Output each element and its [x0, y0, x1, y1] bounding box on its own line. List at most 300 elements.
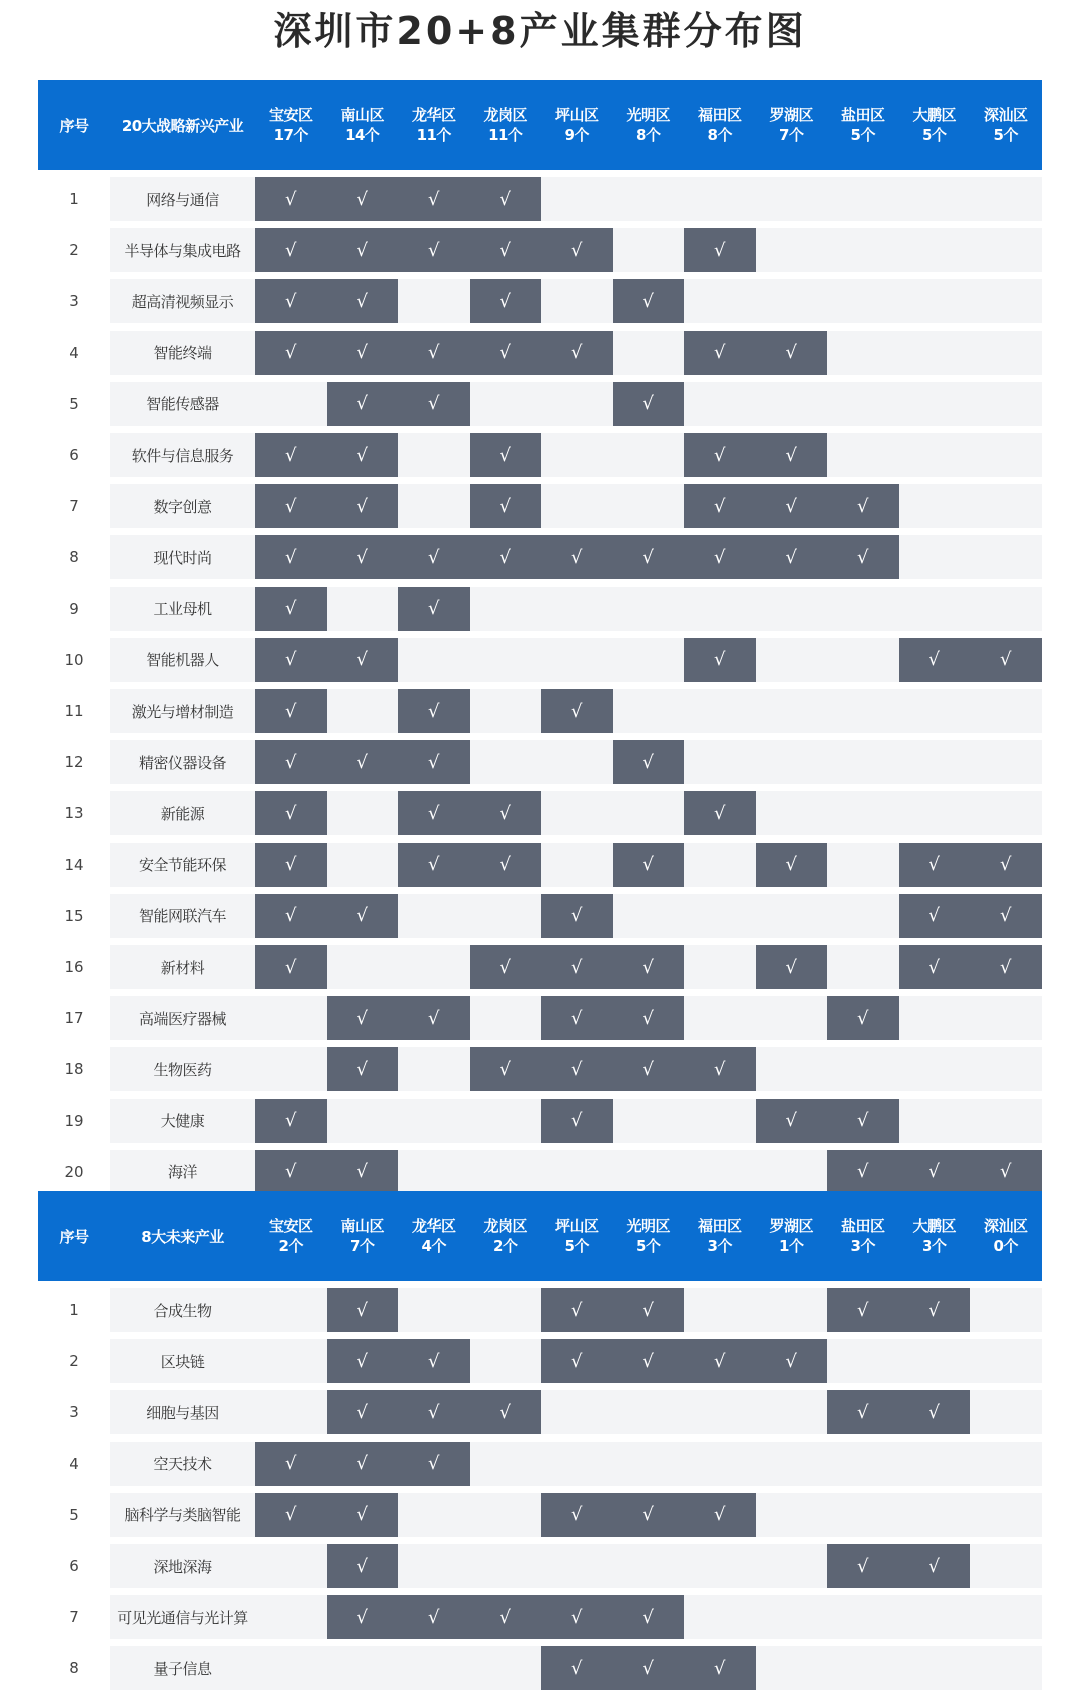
check-cell: √ [327, 1544, 399, 1588]
check-cell: √ [255, 894, 327, 938]
district-name: 南山区 [340, 1217, 384, 1235]
check-cell: √ [398, 331, 470, 375]
district-count: 2个 [493, 1237, 518, 1255]
row-index: 2 [69, 1352, 79, 1371]
row-index: 18 [64, 1060, 84, 1079]
industry-name: 海洋 [110, 1150, 255, 1194]
check-cell: √ [970, 843, 1042, 887]
check-cell: √ [541, 996, 613, 1040]
check-cell: √ [827, 1099, 899, 1143]
page-title: 深圳市20+8产业集群分布图 [273, 9, 807, 53]
row-index: 11 [64, 702, 84, 720]
district-count: 7个 [350, 1237, 375, 1255]
row-track [255, 484, 1042, 528]
row-index: 12 [64, 753, 84, 772]
industry-name: 量子信息 [110, 1646, 255, 1690]
check-cell: √ [470, 1390, 542, 1434]
table-row [38, 740, 1042, 791]
check-cell: √ [470, 791, 542, 835]
row-track [255, 1390, 1042, 1434]
check-cell: √ [541, 1339, 613, 1383]
row-index: 6 [69, 1557, 79, 1575]
district-header [327, 1191, 399, 1281]
table-row [38, 279, 1042, 330]
table-row [38, 791, 1042, 842]
check-cell: √ [327, 228, 399, 272]
table-row [38, 1339, 1042, 1390]
table-row [38, 1099, 1042, 1150]
row-track [255, 1047, 1042, 1091]
check-cell: √ [398, 791, 470, 835]
district-header [327, 80, 399, 170]
table-row [38, 1442, 1042, 1493]
row-track [255, 1099, 1042, 1143]
district-count: 3个 [707, 1237, 732, 1255]
row-index: 4 [69, 343, 79, 362]
check-cell: √ [756, 535, 828, 579]
district-name: 宝安区 [268, 106, 313, 124]
district-header [899, 80, 971, 170]
check-cell: √ [398, 1442, 470, 1486]
district-header [684, 1191, 756, 1281]
check-cell: √ [541, 1595, 613, 1639]
check-cell: √ [327, 1390, 399, 1434]
table-row [38, 1544, 1042, 1595]
check-cell: √ [541, 1493, 613, 1537]
row-index: 5 [69, 1505, 79, 1524]
check-cell: √ [613, 740, 685, 784]
check-cell: √ [541, 945, 613, 989]
check-cell: √ [541, 535, 613, 579]
check-cell: √ [827, 1390, 899, 1434]
table-row [38, 1047, 1042, 1098]
district-count: 5个 [993, 126, 1018, 144]
check-cell: √ [613, 279, 685, 323]
row-index: 13 [64, 804, 84, 823]
row-track [255, 1339, 1042, 1383]
check-cell: √ [327, 279, 399, 323]
check-cell: √ [541, 1646, 613, 1690]
check-cell: √ [398, 1339, 470, 1383]
check-cell: √ [470, 228, 542, 272]
table-row [38, 843, 1042, 894]
check-cell: √ [398, 587, 470, 631]
check-cell: √ [827, 996, 899, 1040]
check-cell: √ [255, 587, 327, 631]
district-header [613, 80, 685, 170]
check-cell: √ [613, 1595, 685, 1639]
check-cell: √ [398, 535, 470, 579]
check-cell: √ [684, 433, 756, 477]
industry-name: 软件与信息服务 [110, 433, 255, 477]
check-cell: √ [684, 484, 756, 528]
district-count: 0个 [993, 1237, 1018, 1255]
table-row [38, 177, 1042, 228]
check-cell: √ [470, 843, 542, 887]
industry-name: 深地深海 [110, 1544, 255, 1588]
row-index: 19 [64, 1111, 84, 1130]
check-cell: √ [327, 894, 399, 938]
check-cell: √ [255, 843, 327, 887]
row-index: 10 [64, 650, 84, 669]
check-cell: √ [613, 1339, 685, 1383]
table-row [38, 1288, 1042, 1339]
header-index-label: 序号 [59, 116, 89, 135]
check-cell: √ [398, 689, 470, 733]
check-cell: √ [255, 535, 327, 579]
row-track [255, 228, 1042, 272]
district-header [470, 1191, 542, 1281]
table-row [38, 894, 1042, 945]
check-cell: √ [613, 945, 685, 989]
table-row [38, 996, 1042, 1047]
industry-name: 区块链 [110, 1339, 255, 1383]
table-row [38, 228, 1042, 279]
district-name: 福田区 [697, 106, 742, 124]
check-cell: √ [899, 843, 971, 887]
check-cell: √ [827, 535, 899, 579]
check-cell: √ [255, 1099, 327, 1143]
district-name: 福田区 [697, 1217, 742, 1235]
check-cell: √ [327, 484, 399, 528]
check-cell: √ [327, 1442, 399, 1486]
district-header [970, 1191, 1042, 1281]
table-header [38, 80, 1042, 170]
district-header [255, 1191, 327, 1281]
check-cell: √ [255, 1150, 327, 1194]
check-cell: √ [255, 331, 327, 375]
check-cell: √ [541, 1288, 613, 1332]
check-cell: √ [827, 484, 899, 528]
district-count: 2个 [278, 1237, 303, 1255]
check-cell: √ [255, 484, 327, 528]
check-cell: √ [613, 1288, 685, 1332]
check-cell: √ [255, 740, 327, 784]
check-cell: √ [756, 1099, 828, 1143]
check-cell: √ [255, 689, 327, 733]
district-name: 宝安区 [268, 1217, 313, 1235]
row-track [255, 1442, 1042, 1486]
check-cell: √ [255, 945, 327, 989]
row-index: 1 [69, 190, 79, 208]
check-cell: √ [398, 177, 470, 221]
table-row [38, 331, 1042, 382]
check-cell: √ [756, 945, 828, 989]
district-header [756, 1191, 828, 1281]
district-name: 罗湖区 [769, 106, 813, 124]
district-count: 8个 [636, 126, 661, 144]
district-count: 11个 [488, 126, 523, 144]
check-cell: √ [684, 638, 756, 682]
check-cell: √ [398, 740, 470, 784]
check-cell: √ [899, 894, 971, 938]
row-track [255, 945, 1042, 989]
check-cell: √ [327, 433, 399, 477]
industry-name: 精密仪器设备 [110, 740, 255, 784]
district-name: 坪山区 [554, 1217, 599, 1235]
row-track [255, 791, 1042, 835]
row-track [255, 382, 1042, 426]
check-cell: √ [470, 945, 542, 989]
table-row [38, 638, 1042, 689]
check-cell: √ [613, 1493, 685, 1537]
district-name: 盐田区 [840, 106, 885, 124]
check-cell: √ [613, 1646, 685, 1690]
check-cell: √ [470, 331, 542, 375]
table-row [38, 382, 1042, 433]
row-track [255, 1595, 1042, 1639]
check-cell: √ [756, 484, 828, 528]
district-count: 5个 [922, 126, 947, 144]
district-header [398, 1191, 470, 1281]
district-header [756, 80, 828, 170]
check-cell: √ [756, 1339, 828, 1383]
district-header [899, 1191, 971, 1281]
district-count: 4个 [421, 1237, 446, 1255]
row-track [255, 1544, 1042, 1588]
row-index: 3 [69, 1403, 79, 1422]
district-count: 11个 [416, 126, 451, 144]
table-row [38, 1646, 1042, 1697]
check-cell: √ [470, 279, 542, 323]
district-name: 龙华区 [411, 106, 456, 124]
district-name: 罗湖区 [769, 1217, 813, 1235]
industry-name: 脑科学与类脑智能 [110, 1493, 255, 1537]
check-cell: √ [684, 1047, 756, 1091]
check-cell: √ [398, 1390, 470, 1434]
check-cell: √ [327, 177, 399, 221]
district-name: 龙岗区 [483, 1217, 527, 1235]
header-category-label: 8大未来产业 [141, 1227, 224, 1246]
row-track [255, 1288, 1042, 1332]
check-cell: √ [255, 1493, 327, 1537]
row-index: 17 [64, 1009, 84, 1028]
check-cell: √ [327, 996, 399, 1040]
industry-name: 智能网联汽车 [110, 894, 255, 938]
check-cell: √ [398, 996, 470, 1040]
industry-name: 超高清视频显示 [110, 279, 255, 323]
industry-name: 空天技术 [110, 1442, 255, 1486]
district-header [684, 80, 756, 170]
table-header [38, 1191, 1042, 1281]
industry-name: 安全节能环保 [110, 843, 255, 887]
check-cell: √ [756, 433, 828, 477]
industry-name: 激光与增材制造 [110, 689, 255, 733]
check-cell: √ [327, 331, 399, 375]
industry-name: 新能源 [110, 791, 255, 835]
industry-name: 网络与通信 [110, 177, 255, 221]
check-cell: √ [470, 484, 542, 528]
row-index: 8 [69, 1659, 79, 1678]
industry-name: 新材料 [110, 945, 255, 989]
check-cell: √ [684, 535, 756, 579]
table-row [38, 1595, 1042, 1646]
row-track [255, 1493, 1042, 1537]
district-header [970, 80, 1042, 170]
industry-name: 可见光通信与光计算 [110, 1595, 255, 1639]
table-row [38, 1493, 1042, 1544]
check-cell: √ [398, 843, 470, 887]
check-cell: √ [684, 1339, 756, 1383]
row-track [255, 996, 1042, 1040]
check-cell: √ [255, 177, 327, 221]
row-index: 20 [64, 1162, 84, 1181]
check-cell: √ [899, 638, 971, 682]
check-cell: √ [827, 1288, 899, 1332]
header-index-label: 序号 [59, 1227, 89, 1246]
district-count: 5个 [564, 1237, 589, 1255]
check-cell: √ [899, 945, 971, 989]
table-row [38, 433, 1042, 484]
check-cell: √ [684, 1493, 756, 1537]
check-cell: √ [541, 1047, 613, 1091]
check-cell: √ [899, 1150, 971, 1194]
table-row [38, 1390, 1042, 1441]
check-cell: √ [541, 1099, 613, 1143]
district-name: 光明区 [626, 106, 670, 124]
industry-name: 大健康 [110, 1099, 255, 1143]
check-cell: √ [327, 638, 399, 682]
row-index: 6 [69, 446, 79, 464]
district-name: 龙华区 [411, 1217, 456, 1235]
row-index: 7 [69, 1608, 79, 1627]
check-cell: √ [970, 894, 1042, 938]
check-cell: √ [613, 843, 685, 887]
industry-name: 工业母机 [110, 587, 255, 631]
industry-name: 智能终端 [110, 331, 255, 375]
check-cell: √ [470, 535, 542, 579]
table-row [38, 945, 1042, 996]
row-track [255, 1150, 1042, 1194]
district-count: 5个 [636, 1237, 661, 1255]
check-cell: √ [398, 228, 470, 272]
row-track [255, 535, 1042, 579]
check-cell: √ [470, 1595, 542, 1639]
check-cell: √ [827, 1544, 899, 1588]
check-cell: √ [327, 1339, 399, 1383]
check-cell: √ [613, 996, 685, 1040]
district-name: 大鹏区 [912, 106, 956, 124]
industry-name: 高端医疗器械 [110, 996, 255, 1040]
check-cell: √ [255, 1442, 327, 1486]
row-track [255, 843, 1042, 887]
row-index: 3 [69, 292, 79, 311]
district-name: 深汕区 [983, 106, 1028, 124]
check-cell: √ [899, 1390, 971, 1434]
district-count: 3个 [922, 1237, 947, 1255]
industry-name: 细胞与基因 [110, 1390, 255, 1434]
check-cell: √ [684, 228, 756, 272]
check-cell: √ [327, 1047, 399, 1091]
check-cell: √ [327, 1595, 399, 1639]
district-header [827, 1191, 899, 1281]
row-track [255, 331, 1042, 375]
district-name: 光明区 [626, 1217, 670, 1235]
check-cell: √ [255, 433, 327, 477]
district-header [255, 80, 327, 170]
district-name: 盐田区 [840, 1217, 885, 1235]
industry-name: 合成生物 [110, 1288, 255, 1332]
row-track [255, 740, 1042, 784]
check-cell: √ [970, 945, 1042, 989]
check-cell: √ [327, 535, 399, 579]
check-cell: √ [899, 1544, 971, 1588]
row-track [255, 638, 1042, 682]
row-index: 4 [69, 1454, 79, 1473]
row-track [255, 1646, 1042, 1690]
row-track [255, 177, 1042, 221]
district-header [541, 80, 613, 170]
row-index: 16 [64, 958, 84, 976]
district-header [541, 1191, 613, 1281]
district-count: 14个 [345, 126, 380, 144]
industry-name: 现代时尚 [110, 535, 255, 579]
check-cell: √ [684, 1646, 756, 1690]
district-count: 17个 [273, 126, 308, 144]
check-cell: √ [255, 228, 327, 272]
district-header [827, 80, 899, 170]
check-cell: √ [970, 1150, 1042, 1194]
district-header [398, 80, 470, 170]
check-cell: √ [541, 228, 613, 272]
industry-name: 智能机器人 [110, 638, 255, 682]
check-cell: √ [327, 1150, 399, 1194]
check-cell: √ [684, 791, 756, 835]
row-index: 1 [69, 1301, 79, 1319]
check-cell: √ [827, 1150, 899, 1194]
district-name: 南山区 [340, 106, 384, 124]
table-row [38, 587, 1042, 638]
district-count: 8个 [707, 126, 732, 144]
check-cell: √ [613, 535, 685, 579]
row-index: 7 [69, 497, 79, 516]
check-cell: √ [541, 894, 613, 938]
row-index: 14 [64, 855, 84, 874]
row-index: 9 [69, 599, 79, 618]
check-cell: √ [470, 177, 542, 221]
table-row [38, 689, 1042, 740]
row-index: 8 [69, 548, 79, 567]
row-track [255, 689, 1042, 733]
check-cell: √ [255, 279, 327, 323]
row-track [255, 894, 1042, 938]
district-count: 7个 [779, 126, 804, 144]
row-index: 2 [69, 241, 79, 260]
row-index: 5 [69, 394, 79, 413]
check-cell: √ [327, 1493, 399, 1537]
check-cell: √ [327, 1288, 399, 1332]
check-cell: √ [684, 331, 756, 375]
district-count: 9个 [564, 126, 589, 144]
industry-name: 数字创意 [110, 484, 255, 528]
district-name: 大鹏区 [912, 1217, 956, 1235]
check-cell: √ [327, 740, 399, 784]
district-name: 龙岗区 [483, 106, 527, 124]
check-cell: √ [255, 791, 327, 835]
check-cell: √ [398, 382, 470, 426]
check-cell: √ [470, 1047, 542, 1091]
check-cell: √ [327, 382, 399, 426]
check-cell: √ [613, 382, 685, 426]
district-header [470, 80, 542, 170]
check-cell: √ [970, 638, 1042, 682]
district-count: 3个 [850, 1237, 875, 1255]
check-cell: √ [756, 331, 828, 375]
district-header [613, 1191, 685, 1281]
check-cell: √ [255, 638, 327, 682]
header-category-label: 20大战略新兴产业 [121, 116, 244, 135]
check-cell: √ [398, 1595, 470, 1639]
